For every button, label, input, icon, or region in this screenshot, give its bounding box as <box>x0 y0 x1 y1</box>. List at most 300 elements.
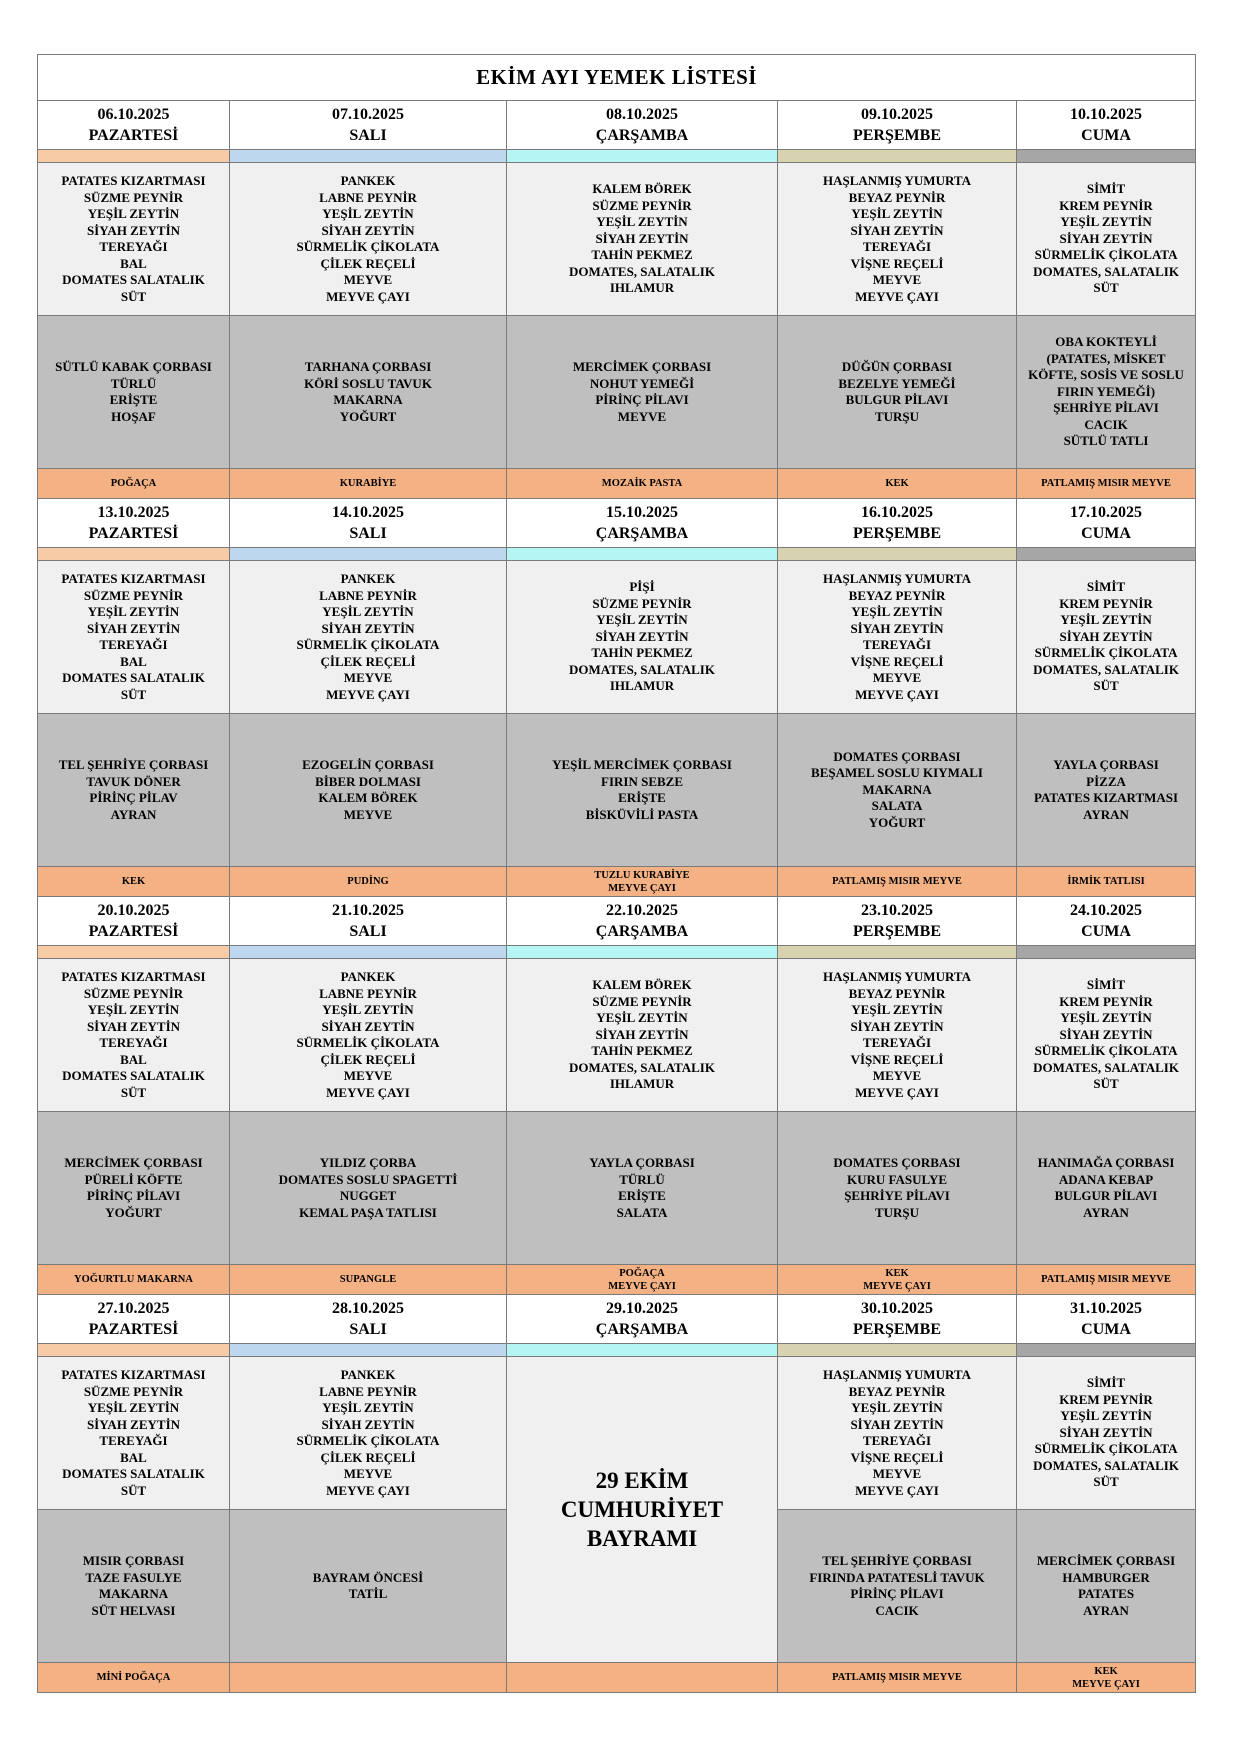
menu-item: BAL <box>120 653 147 669</box>
menu-item: SİYAH ZEYTİN <box>1059 628 1153 644</box>
color-strip-cell <box>1017 1344 1196 1357</box>
snack-item: PATLAMIŞ MISIR MEYVE <box>832 1672 962 1683</box>
menu-item: SİMİT <box>1086 181 1126 197</box>
menu-item: TEREYAĞI <box>862 1035 932 1050</box>
menu-item: OBA KOKTEYLİ <box>1055 334 1157 350</box>
menu-item: BEZELYE YEMEĞİ <box>838 375 956 391</box>
snack-cell <box>230 1265 507 1295</box>
day-name: PAZARTESİ <box>88 525 179 542</box>
menu-item: VİŞNE REÇELİ <box>850 1449 944 1465</box>
day-header <box>778 499 1017 548</box>
menu-item: SÜZME PEYNİR <box>83 1383 184 1399</box>
menu-item: YOĞURT <box>105 1204 162 1220</box>
menu-item: PATATES KIZARTMASI <box>61 1367 206 1382</box>
color-strip-cell <box>38 1344 230 1357</box>
day-name: ÇARŞAMBA <box>595 923 689 940</box>
snack-item: MİNİ POĞAÇA <box>96 1672 171 1683</box>
day-name: CUMA <box>1081 525 1131 542</box>
menu-item: VİŞNE REÇELİ <box>850 1051 944 1067</box>
menu-item: SÜZME PEYNİR <box>592 595 692 611</box>
lunch-cell <box>230 1510 507 1663</box>
menu-item: DOMATES, SALATALIK <box>569 661 715 677</box>
snack-item: PATLAMIŞ MISIR MEYVE <box>1041 478 1171 489</box>
menu-item: ERİŞTE <box>618 1188 666 1203</box>
menu-item: SALATA <box>871 798 923 814</box>
menu-item: SÜT <box>1093 1076 1119 1092</box>
menu-item: MAKARNA <box>333 392 403 407</box>
week-header-row <box>38 499 1196 548</box>
day-name: ÇARŞAMBA <box>595 1321 689 1338</box>
breakfast-cell <box>1017 959 1196 1112</box>
breakfast-row <box>38 163 1196 316</box>
menu-item: SÜT <box>120 288 147 304</box>
menu-item: YEŞİL ZEYTİN <box>87 604 180 619</box>
menu-item: SİYAH ZEYTİN <box>1059 230 1153 246</box>
day-header <box>1017 101 1196 150</box>
menu-item: SÜRMELİK ÇİKOLATA <box>1034 247 1178 263</box>
menu-item: FIRIN YEMEĞİ) <box>1056 383 1156 399</box>
snack-cell <box>778 469 1017 499</box>
color-strip-cell <box>38 946 230 959</box>
menu-item: ADANA KEBAP <box>1058 1171 1154 1187</box>
menu-item: FIRINDA PATATESLİ TAVUK <box>809 1569 985 1585</box>
day-name: CUMA <box>1081 127 1131 144</box>
menu-item: DOMATES SALATALIK <box>62 272 205 287</box>
menu-item: YEŞİL ZEYTİN <box>1060 612 1152 628</box>
menu-item: EZOGELİN ÇORBASI <box>302 757 434 772</box>
menu-item: KALEM BÖREK <box>592 181 692 197</box>
breakfast-cell <box>507 561 778 714</box>
lunch-cell <box>778 1510 1017 1663</box>
day-name: PAZARTESİ <box>88 127 179 144</box>
menu-item: SİYAH ZEYTİN <box>321 620 415 636</box>
breakfast-cell <box>507 959 778 1112</box>
color-strip-cell <box>507 1344 778 1357</box>
snack-item: PATLAMIŞ MISIR MEYVE <box>832 876 962 887</box>
menu-item: PATATES <box>1077 1586 1135 1601</box>
menu-item: DOMATES, SALATALIK <box>569 1059 715 1075</box>
menu-item: HOŞAF <box>111 408 156 424</box>
week-header-row <box>38 897 1196 946</box>
menu-item: MERCİMEK ÇORBASI <box>64 1155 203 1170</box>
lunch-cell <box>38 714 230 867</box>
menu-item: IHLAMUR <box>609 1076 675 1092</box>
menu-item: YEŞİL ZEYTİN <box>322 206 414 221</box>
menu-item: IHLAMUR <box>609 280 675 296</box>
snack-cell <box>38 1663 230 1693</box>
color-strip-cell <box>1017 150 1196 163</box>
snack-cell <box>230 867 507 897</box>
snack-cell <box>1017 1663 1196 1693</box>
snack-cell <box>38 1265 230 1295</box>
snack-item: MOZAİK PASTA <box>601 478 683 489</box>
day-date: 13.10.2025 <box>97 504 170 521</box>
menu-item: SÜT HELVASI <box>91 1602 176 1618</box>
day-header <box>507 1295 778 1344</box>
lunch-cell <box>230 714 507 867</box>
menu-item: YEŞİL ZEYTİN <box>322 1002 414 1017</box>
day-header <box>778 101 1017 150</box>
menu-item: ÇİLEK REÇELİ <box>320 1449 416 1465</box>
day-name: CUMA <box>1081 1321 1131 1338</box>
day-header <box>1017 499 1196 548</box>
menu-item: TEREYAĞI <box>99 1433 168 1448</box>
menu-item: PATATES KIZARTMASI <box>1033 790 1179 805</box>
day-date: 23.10.2025 <box>861 902 933 919</box>
menu-item: BULGUR PİLAVI <box>1054 1188 1158 1203</box>
menu-item: PANKEK <box>340 173 396 188</box>
day-color-strip <box>38 548 1196 561</box>
menu-item: LABNE PEYNİR <box>319 189 417 205</box>
menu-item: SİMİT <box>1086 579 1126 595</box>
menu-item: SÜZME PEYNİR <box>592 197 692 213</box>
day-date: 16.10.2025 <box>861 504 933 521</box>
menu-item: PİRİNÇ PİLAV <box>89 790 178 805</box>
menu-item: TEREYAĞI <box>862 1433 932 1448</box>
menu-item: ÇİLEK REÇELİ <box>320 1051 416 1067</box>
lunch-cell <box>1017 316 1196 469</box>
breakfast-cell <box>230 1357 507 1510</box>
menu-item: YEŞİL ZEYTİN <box>851 1002 943 1017</box>
menu-item: SÜT <box>120 686 147 702</box>
day-name: PERŞEMBE <box>852 1321 941 1338</box>
menu-item: TEREYAĞI <box>99 637 168 652</box>
menu-item: PİRİNÇ PİLAVI <box>595 392 689 407</box>
day-header <box>38 1295 230 1344</box>
snack-item: KEK <box>1094 1665 1118 1677</box>
menu-item: SÜRMELİK ÇİKOLATA <box>1034 1043 1178 1059</box>
day-header <box>1017 1295 1196 1344</box>
menu-item: HAŞLANMIŞ YUMURTA <box>823 1367 971 1382</box>
day-name: SALI <box>349 127 387 144</box>
day-name: PERŞEMBE <box>852 127 941 144</box>
color-strip-cell <box>38 150 230 163</box>
lunch-cell <box>38 316 230 469</box>
menu-item: BEYAZ PEYNİR <box>848 1383 946 1399</box>
lunch-row <box>38 714 1196 867</box>
day-header <box>778 1295 1017 1344</box>
day-date: 30.10.2025 <box>861 1300 933 1317</box>
menu-item: YEŞİL ZEYTİN <box>596 1010 688 1026</box>
menu-item: BEYAZ PEYNİR <box>848 985 946 1001</box>
lunch-cell <box>778 714 1017 867</box>
snack-item: PATLAMIŞ MISIR MEYVE <box>1041 1274 1171 1285</box>
menu-item: BEYAZ PEYNİR <box>848 587 946 603</box>
menu-item: MERCİMEK ÇORBASI <box>1036 1553 1176 1568</box>
day-header <box>230 499 507 548</box>
day-date: 28.10.2025 <box>332 1300 404 1317</box>
menu-item: MAKARNA <box>862 781 932 797</box>
day-header <box>507 101 778 150</box>
menu-item: KÖRİ SOSLU TAVUK <box>304 375 432 391</box>
menu-item: BEŞAMEL SOSLU KIYMALI <box>811 765 983 781</box>
day-name: PAZARTESİ <box>88 1321 179 1338</box>
menu-item: SİYAH ZEYTİN <box>595 1026 689 1042</box>
day-header <box>230 897 507 946</box>
menu-item: YEŞİL ZEYTİN <box>596 612 688 628</box>
day-date: 15.10.2025 <box>606 504 678 521</box>
menu-item: PANKEK <box>340 1367 396 1382</box>
color-strip-cell <box>1017 548 1196 561</box>
menu-item: MEYVE <box>343 272 393 287</box>
menu-item: BAL <box>120 255 147 271</box>
day-header <box>230 1295 507 1344</box>
menu-item: MEYVE ÇAYI <box>855 686 939 702</box>
menu-item: ÇİLEK REÇELİ <box>320 653 416 669</box>
day-name: PERŞEMBE <box>852 525 941 542</box>
menu-item: PATATES KIZARTMASI <box>61 173 206 188</box>
menu-item: SİYAH ZEYTİN <box>86 1416 181 1432</box>
day-date: 21.10.2025 <box>332 902 404 919</box>
menu-item: HAŞLANMIŞ YUMURTA <box>823 173 971 188</box>
menu-item: TAHİN PEKMEZ <box>591 645 693 661</box>
breakfast-cell <box>38 561 230 714</box>
menu-item: TAHİN PEKMEZ <box>591 1043 693 1059</box>
menu-item: TARHANA ÇORBASI <box>304 359 432 374</box>
menu-item: MERCİMEK ÇORBASI <box>572 359 712 374</box>
snack-cell <box>778 867 1017 897</box>
menu-item: AYRAN <box>110 806 157 822</box>
menu-item: SİYAH ZEYTİN <box>321 222 415 238</box>
menu-item: MEYVE ÇAYI <box>326 1084 410 1100</box>
menu-item: MEYVE ÇAYI <box>855 1084 939 1100</box>
menu-item: MEYVE ÇAYI <box>855 1482 939 1498</box>
breakfast-cell <box>778 959 1017 1112</box>
snack-cell <box>507 1265 778 1295</box>
menu-item: MEYVE ÇAYI <box>326 1482 410 1498</box>
snack-item: MEYVE ÇAYI <box>863 1280 931 1292</box>
lunch-row <box>38 316 1196 469</box>
lunch-cell <box>230 1112 507 1265</box>
day-name: PAZARTESİ <box>88 923 179 940</box>
menu-item: SÜT <box>1093 1474 1119 1490</box>
menu-item: CACIK <box>1084 416 1128 432</box>
day-color-strip <box>38 946 1196 959</box>
menu-table <box>37 54 1196 1693</box>
menu-item: MEYVE <box>343 806 393 822</box>
menu-item: LABNE PEYNİR <box>319 985 417 1001</box>
menu-item: CACIK <box>875 1602 919 1618</box>
menu-item: SİYAH ZEYTİN <box>321 1018 415 1034</box>
menu-item: BAYRAM ÖNCESİ <box>312 1569 424 1585</box>
menu-item: FIRIN SEBZE <box>601 773 683 789</box>
menu-item: YEŞİL ZEYTİN <box>851 604 943 619</box>
color-strip-cell <box>778 1344 1017 1357</box>
day-date: 07.10.2025 <box>332 106 404 123</box>
menu-item: HAŞLANMIŞ YUMURTA <box>823 969 971 984</box>
holiday-text: 29 EKİM <box>595 1468 689 1493</box>
day-name: ÇARŞAMBA <box>595 127 689 144</box>
breakfast-cell <box>38 163 230 316</box>
menu-item: SİYAH ZEYTİN <box>850 222 944 238</box>
menu-item: ERİŞTE <box>618 790 666 805</box>
menu-item: SİYAH ZEYTİN <box>850 620 944 636</box>
menu-item: DOMATES SALATALIK <box>62 1466 205 1481</box>
menu-item: PATATES KIZARTMASI <box>61 571 206 586</box>
menu-item: BİSKÜVİLİ PASTA <box>585 806 699 822</box>
day-date: 10.10.2025 <box>1070 106 1143 123</box>
menu-item: BAL <box>120 1051 147 1067</box>
menu-item: KALEM BÖREK <box>592 977 692 993</box>
menu-item: MEYVE <box>343 1466 393 1481</box>
week-header-row <box>38 101 1196 150</box>
snack-item: PUDİNG <box>347 876 389 887</box>
menu-item: TURŞU <box>874 1204 920 1220</box>
menu-item: SÜTLÜ KABAK ÇORBASI <box>55 359 212 374</box>
menu-item: SİMİT <box>1086 1375 1126 1391</box>
breakfast-cell <box>230 959 507 1112</box>
menu-item: TEL ŞEHRİYE ÇORBASI <box>58 757 209 772</box>
day-header <box>507 897 778 946</box>
day-color-strip <box>38 150 1196 163</box>
menu-item: PATATES KIZARTMASI <box>61 969 206 984</box>
lunch-cell <box>507 316 778 469</box>
breakfast-row <box>38 561 1196 714</box>
snack-cell <box>230 469 507 499</box>
menu-item: YILDIZ ÇORBA <box>319 1155 417 1170</box>
menu-item: YEŞİL ZEYTİN <box>596 214 688 230</box>
menu-item: MEYVE <box>617 408 667 424</box>
menu-item: SÜTLÜ TATLI <box>1063 433 1149 449</box>
menu-item: SİYAH ZEYTİN <box>86 620 181 636</box>
day-name: SALI <box>349 923 387 940</box>
menu-item: YEŞİL ZEYTİN <box>1060 1408 1152 1424</box>
color-strip-cell <box>230 548 507 561</box>
day-date: 31.10.2025 <box>1070 1300 1143 1317</box>
menu-item: AYRAN <box>1083 1204 1129 1220</box>
day-date: 14.10.2025 <box>332 504 404 521</box>
menu-item: TEREYAĞI <box>99 1035 168 1050</box>
menu-item: SÜRMELİK ÇİKOLATA <box>296 637 440 652</box>
breakfast-cell <box>38 1357 230 1510</box>
menu-item: SÜT <box>120 1482 147 1498</box>
menu-item: SİYAH ZEYTİN <box>86 1018 181 1034</box>
menu-item: SİYAH ZEYTİN <box>1059 1424 1153 1440</box>
menu-item: YEŞİL ZEYTİN <box>851 206 943 221</box>
menu-item: PİŞİ <box>629 579 655 595</box>
menu-item: NOHUT YEMEĞİ <box>589 375 695 391</box>
snack-item: MEYVE ÇAYI <box>1072 1678 1140 1690</box>
menu-item: IHLAMUR <box>609 678 675 694</box>
menu-item: PANKEK <box>340 969 396 984</box>
menu-item: HAŞLANMIŞ YUMURTA <box>823 571 971 586</box>
snack-row <box>38 469 1196 499</box>
menu-item: HAMBURGER <box>1062 1569 1150 1585</box>
menu-item: KREM PEYNİR <box>1059 595 1153 611</box>
lunch-cell <box>38 1112 230 1265</box>
menu-item: YEŞİL ZEYTİN <box>1060 214 1152 230</box>
menu-item: YOĞURT <box>339 408 397 424</box>
menu-item: SİYAH ZEYTİN <box>595 628 689 644</box>
holiday-cell <box>507 1357 778 1663</box>
snack-cell <box>778 1663 1017 1693</box>
menu-item: BAL <box>120 1449 147 1465</box>
snack-cell <box>230 1663 507 1693</box>
week-header-row <box>38 1295 1196 1344</box>
menu-item: DOMATES, SALATALIK <box>1033 1457 1179 1473</box>
snack-item: KEK <box>885 478 909 489</box>
menu-item: SİMİT <box>1086 977 1126 993</box>
breakfast-cell <box>778 1357 1017 1510</box>
menu-item: SİYAH ZEYTİN <box>850 1416 944 1432</box>
day-name: ÇARŞAMBA <box>595 525 689 542</box>
lunch-cell <box>1017 1112 1196 1265</box>
day-date: 20.10.2025 <box>97 902 170 919</box>
menu-item: YEŞİL ZEYTİN <box>87 1400 180 1415</box>
menu-item: VİŞNE REÇELİ <box>850 255 944 271</box>
color-strip-cell <box>230 150 507 163</box>
breakfast-cell <box>778 561 1017 714</box>
breakfast-cell <box>778 163 1017 316</box>
menu-item: ÇİLEK REÇELİ <box>320 255 416 271</box>
menu-item: YAYLA ÇORBASI <box>589 1155 695 1170</box>
snack-item: MEYVE ÇAYI <box>608 1280 676 1292</box>
menu-item: DOMATES ÇORBASI <box>833 1155 961 1170</box>
day-header <box>38 499 230 548</box>
menu-item: MEYVE <box>872 1466 922 1481</box>
menu-item: BULGUR PİLAVI <box>845 392 949 407</box>
menu-item: MEYVE <box>343 670 393 685</box>
day-header <box>1017 897 1196 946</box>
menu-item: DOMATES, SALATALIK <box>1033 661 1179 677</box>
color-strip-cell <box>230 1344 507 1357</box>
menu-item: HANIMAĞA ÇORBASI <box>1037 1155 1175 1170</box>
breakfast-cell <box>507 163 778 316</box>
snack-item: SUPANGLE <box>339 1274 397 1285</box>
menu-item: (PATATES, MİSKET <box>1046 350 1166 366</box>
menu-item: KREM PEYNİR <box>1059 1391 1153 1407</box>
menu-item: SİYAH ZEYTİN <box>1059 1026 1153 1042</box>
menu-item: YEŞİL MERCİMEK ÇORBASI <box>552 757 732 772</box>
snack-item: İRMİK TATLISI <box>1067 876 1145 887</box>
color-strip-cell <box>230 946 507 959</box>
snack-item: KEK <box>885 1267 909 1279</box>
snack-row <box>38 1663 1196 1693</box>
menu-item: VİŞNE REÇELİ <box>850 653 944 669</box>
menu-item: SÜT <box>1093 280 1119 296</box>
snack-cell <box>778 1265 1017 1295</box>
menu-item: TEREYAĞI <box>862 637 932 652</box>
breakfast-cell <box>1017 163 1196 316</box>
menu-item: DOMATES SOSLU SPAGETTİ <box>278 1171 458 1187</box>
menu-item: YEŞİL ZEYTİN <box>1060 1010 1152 1026</box>
menu-item: MAKARNA <box>98 1586 169 1601</box>
menu-item: MEYVE <box>872 1068 922 1083</box>
day-color-strip <box>38 1344 1196 1357</box>
menu-item: SÜZME PEYNİR <box>83 189 184 205</box>
menu-item: SÜT <box>120 1084 147 1100</box>
snack-item: YOĞURTLU MAKARNA <box>74 1274 193 1285</box>
menu-item: YEŞİL ZEYTİN <box>322 1400 414 1415</box>
menu-item: DOMATES ÇORBASI <box>833 748 961 764</box>
day-date: 22.10.2025 <box>606 902 678 919</box>
menu-item: KEMAL PAŞA TATLISI <box>299 1204 437 1220</box>
snack-cell <box>1017 1265 1196 1295</box>
menu-item: TEL ŞEHRİYE ÇORBASI <box>822 1553 972 1568</box>
menu-item: MEYVE ÇAYI <box>326 288 410 304</box>
page-title: EKİM AYI YEMEK LİSTESİ <box>38 55 1196 101</box>
lunch-cell <box>230 316 507 469</box>
menu-item: TAZE FASULYE <box>85 1569 182 1585</box>
menu-item: DOMATES, SALATALIK <box>569 263 715 279</box>
menu-sheet <box>37 54 1195 1693</box>
menu-item: KALEM BÖREK <box>318 790 418 805</box>
day-date: 27.10.2025 <box>97 1300 170 1317</box>
snack-cell <box>1017 469 1196 499</box>
menu-item: SÜRMELİK ÇİKOLATA <box>296 1035 440 1050</box>
snack-cell <box>38 867 230 897</box>
menu-item: SÜZME PEYNİR <box>592 993 692 1009</box>
